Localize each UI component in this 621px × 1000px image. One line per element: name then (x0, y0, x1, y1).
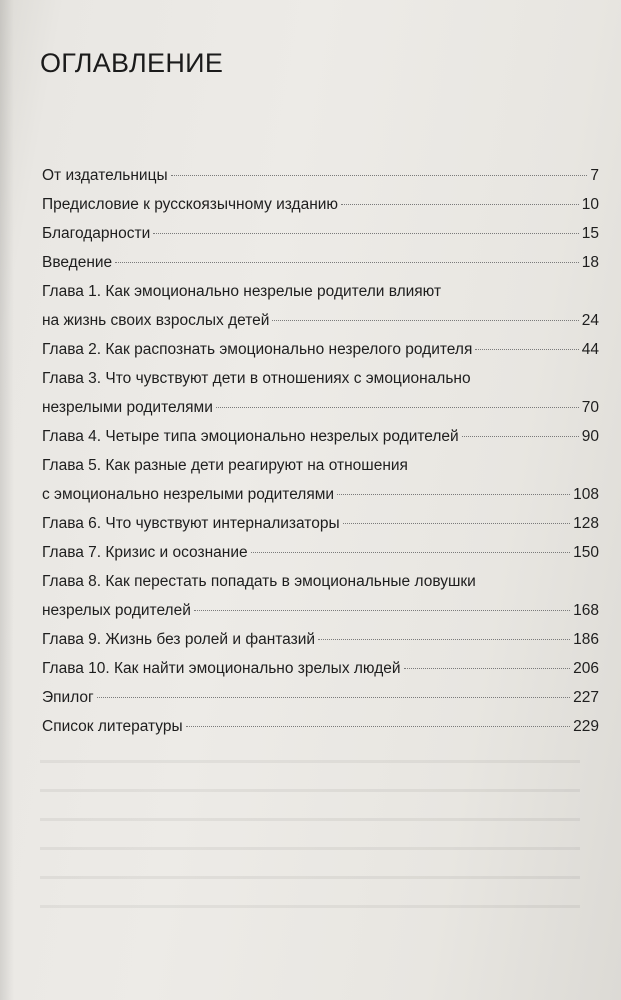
dot-leader (318, 639, 570, 640)
toc-page-number: 7 (590, 167, 599, 184)
toc-entry-title: Предисловие к русскоязычному изданию (42, 196, 339, 213)
toc-entry-title: Глава 9. Жизнь без ролей и фантазий (42, 631, 316, 648)
dot-leader (337, 494, 570, 495)
toc-page-number: 168 (573, 602, 599, 619)
toc-entry (42, 161, 599, 190)
toc-entry-title-line: Глава 3. Что чувствуют дети в отношениях с эмоционально (42, 370, 471, 387)
toc-entry-title: Эпилог (42, 689, 94, 706)
toc-entry-chapter-8 (42, 567, 599, 625)
toc-entry-title-line: Глава 1. Как эмоционально незрелые родители влияют (42, 283, 442, 300)
toc-entry-title-continuation: незрелых родителей (42, 602, 191, 619)
toc-page-number: 229 (573, 718, 599, 735)
toc-entry-chapter-10 (42, 654, 599, 683)
toc-entry (42, 683, 599, 712)
toc-entry-chapter-1 (42, 277, 599, 335)
toc-page-number: 70 (581, 399, 599, 416)
toc-page-number: 18 (581, 254, 599, 271)
toc-entry-title-continuation: незрелыми родителями (42, 399, 213, 416)
toc-entry (42, 190, 599, 219)
toc-entry-title: Введение (42, 254, 113, 271)
dot-leader (343, 523, 571, 524)
toc-entry-chapter-2 (42, 335, 599, 364)
toc-page-number: 186 (573, 631, 599, 648)
toc-entry-title: Глава 7. Кризис и осознание (42, 544, 248, 561)
toc-entry-title: Глава 4. Четыре типа эмоционально незрелых родителей (42, 428, 459, 445)
toc-entry (42, 248, 599, 277)
dot-leader (186, 726, 570, 727)
dot-leader (153, 233, 579, 234)
dot-leader (97, 697, 570, 698)
toc-entry-title: Список литературы (42, 718, 183, 735)
page-title: ОГЛАВЛЕНИЕ (40, 48, 224, 79)
dot-leader (341, 204, 579, 205)
toc-entry-title: Благодарности (42, 225, 151, 242)
dot-leader (115, 262, 579, 263)
toc-page-number: 15 (581, 225, 599, 242)
toc-entry-title: От издательницы (42, 167, 168, 184)
toc-page-number: 206 (573, 660, 599, 677)
dot-leader (216, 407, 579, 408)
toc-entry-title: Глава 2. Как распознать эмоционально незрелого родителя (42, 341, 473, 358)
toc-page-number: 150 (573, 544, 599, 561)
toc-page-number: 227 (573, 689, 599, 706)
toc-entry-chapter-4 (42, 422, 599, 451)
toc-page-number: 128 (573, 515, 599, 532)
toc-page-number: 10 (581, 196, 599, 213)
toc-entry (42, 712, 599, 741)
dot-leader (272, 320, 578, 321)
toc-entry-title-continuation: на жизнь своих взрослых детей (42, 312, 270, 329)
toc-entry-chapter-7 (42, 538, 599, 567)
toc-entry (42, 219, 599, 248)
toc-entry-title-line: Глава 8. Как перестать попадать в эмоциональные ловушки (42, 573, 476, 590)
toc-entry-chapter-5 (42, 451, 599, 509)
toc-page-number: 108 (573, 486, 599, 503)
dot-leader (404, 668, 571, 669)
toc-page-number: 24 (581, 312, 599, 329)
toc-page-number: 44 (581, 341, 599, 358)
dot-leader (475, 349, 578, 350)
dot-leader (171, 175, 588, 176)
show-through-text (40, 760, 580, 960)
dot-leader (462, 436, 579, 437)
dot-leader (251, 552, 571, 553)
toc-entry-title: Глава 6. Что чувствуют интернализаторы (42, 515, 340, 532)
toc-page-number: 90 (581, 428, 599, 445)
table-of-contents (42, 161, 599, 741)
book-gutter-shadow (0, 0, 14, 1000)
toc-entry-chapter-9 (42, 625, 599, 654)
dot-leader (194, 610, 570, 611)
toc-entry-title: Глава 10. Как найти эмоционально зрелых людей (42, 660, 401, 677)
toc-entry-chapter-6 (42, 509, 599, 538)
toc-entry-title-continuation: с эмоционально незрелыми родителями (42, 486, 335, 503)
toc-entry-title-line: Глава 5. Как разные дети реагируют на отношения (42, 457, 408, 474)
toc-entry-chapter-3 (42, 364, 599, 422)
